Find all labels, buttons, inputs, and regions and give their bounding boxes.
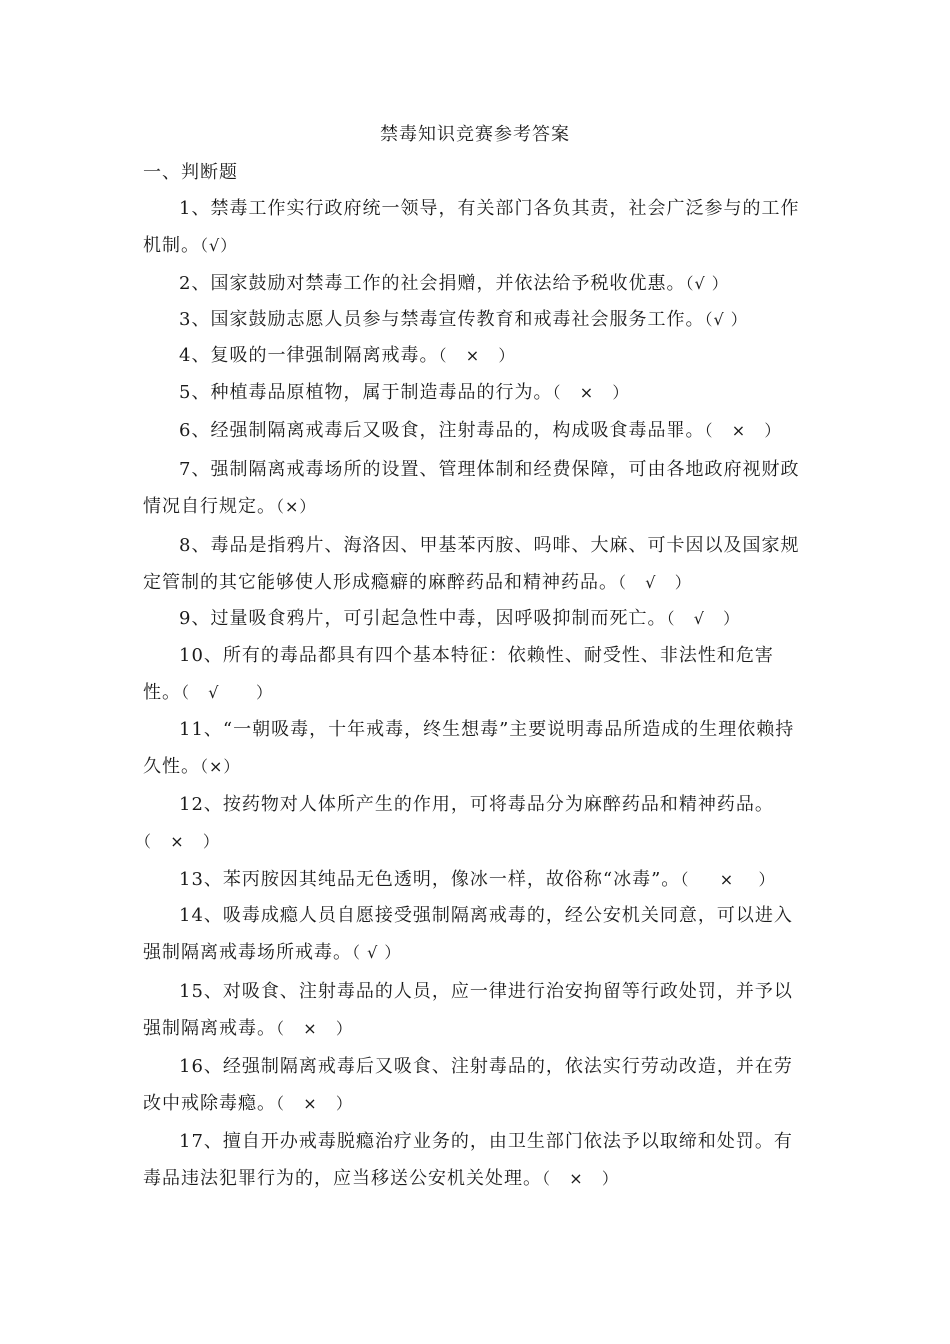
question-7 [143, 451, 810, 525]
question-text: 3、国家鼓励志愿人员参与禁毒宣传教育和戒毒社会服务工作。 [179, 309, 705, 330]
question-text: 17、擅自开办戒毒脱瘾治疗业务的，由卫生部门依法予以取缔和处罚。有毒品违法犯罪行为的，应当移送公安机关处理。 [143, 1131, 793, 1189]
question-1 [143, 190, 810, 264]
question-answer: （ √ ） [666, 609, 741, 628]
question-answer: （ × ） [542, 1169, 619, 1188]
question-5 [143, 374, 810, 411]
question-answer: （ √ ） [352, 943, 402, 962]
question-10 [143, 637, 810, 711]
question-text: 13、苯丙胺因其纯品无色透明，像冰一样，故俗称“冰毒”。 [179, 869, 681, 890]
question-answer: （ × ） [552, 383, 630, 402]
question-answer: （ × ） [276, 1094, 353, 1113]
question-3 [143, 301, 810, 338]
question-text: 16、经强制隔离戒毒后又吸食、注射毒品的，依法实行劳动改造，并在劳改中戒除毒瘾。 [143, 1056, 793, 1114]
question-text: 10、所有的毒品都具有四个基本特征：依赖性、耐受性、非法性和危害性。 [143, 645, 774, 703]
question-text: 9、过量吸食鸦片，可引起急性中毒，因呼吸抑制而死亡。 [179, 608, 667, 629]
question-text: 15、对吸食、注射毒品的人员，应一律进行治安拘留等行政处罚，并予以强制隔离戒毒。 [143, 981, 793, 1039]
question-text: 6、经强制隔离戒毒后又吸食，注射毒品的，构成吸食毒品罪。 [179, 420, 705, 441]
question-15 [143, 973, 810, 1047]
question-answer: （√ ） [685, 274, 729, 293]
question-answer: （ × ） [276, 1019, 353, 1038]
question-answer: （ √ ） [181, 683, 273, 702]
question-text: 8、毒品是指鸦片、海洛因、甲基苯丙胺、吗啡、大麻、可卡因以及国家规定管制的其它能够使人形成瘾癖的麻醉药品和精神药品。 [143, 535, 800, 593]
question-4 [143, 337, 810, 374]
question-answer: （ × ） [704, 421, 782, 440]
question-answer: （ √ ） [618, 573, 692, 592]
section-heading: 一、判断题 [143, 162, 238, 183]
question-answer: （ × ） [143, 832, 220, 851]
document-title: 禁毒知识竞赛参考答案 [380, 124, 570, 145]
question-answer: （×） [276, 497, 317, 516]
question-text: 12、按药物对人体所产生的作用，可将毒品分为麻醉药品和精神药品。 [179, 794, 774, 815]
question-8 [143, 527, 810, 601]
question-text: 11、“一朝吸毒，十年戒毒，终生想毒”主要说明毒品所造成的生理依赖持久性。 [143, 719, 795, 777]
question-answer: （√） [200, 236, 238, 255]
question-16 [143, 1048, 810, 1122]
question-6 [143, 412, 810, 449]
question-text: 2、国家鼓励对禁毒工作的社会捐赠，并依法给予税收优惠。 [179, 273, 686, 294]
question-14 [143, 897, 810, 971]
question-text: 14、吸毒成瘾人员自愿接受强制隔离戒毒的，经公安机关同意，可以进入强制隔离戒毒场所戒毒。 [143, 905, 793, 963]
question-text: 7、强制隔离戒毒场所的设置、管理体制和经费保障，可由各地政府视财政情况自行规定。 [143, 459, 800, 517]
question-text: 1、禁毒工作实行政府统一领导，有关部门各负其责，社会广泛参与的工作机制。 [143, 198, 800, 256]
question-17 [143, 1123, 810, 1197]
question-answer: （ × ） [680, 870, 776, 889]
question-11 [143, 711, 810, 785]
question-answer: （×） [200, 757, 241, 776]
question-text: 4、复吸的一律强制隔离戒毒。 [179, 345, 439, 366]
question-answer: （ × ） [438, 346, 516, 365]
question-13 [143, 861, 810, 898]
question-answer: （√ ） [704, 310, 748, 329]
question-9 [143, 600, 810, 637]
question-12 [143, 786, 810, 860]
question-2 [143, 265, 810, 302]
question-text: 5、种植毒品原植物，属于制造毒品的行为。 [179, 382, 553, 403]
